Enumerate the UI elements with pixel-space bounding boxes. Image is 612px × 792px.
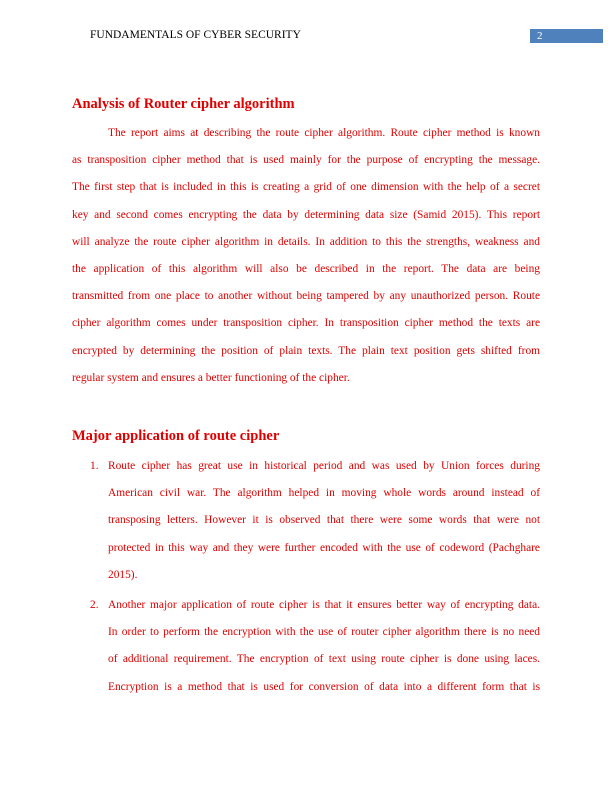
text-line: encrypted by determining the position of plain texts. The plain text position gets shifted from	[72, 344, 540, 357]
text-line: In order to perform the encryption with the use of router cipher algorithm there is no need	[108, 626, 540, 639]
paragraph	[72, 120, 540, 392]
text-line: the application of this algorithm will also be described in the report. The data are being	[72, 262, 540, 275]
text-line: cipher algorithm comes under transposition cipher. In transposition cipher method the texts are	[72, 317, 540, 330]
section-heading: Major application of route cipher	[72, 428, 280, 444]
text-line: The first step that is included in this is creating a grid of one dimension with the help of a secret	[72, 181, 540, 194]
list-item	[90, 453, 540, 589]
text-line: regular system and ensures a better functioning of the cipher.	[72, 371, 350, 384]
text-line: The report aims at describing the route cipher algorithm. Route cipher method is known	[108, 127, 540, 139]
list-item	[90, 592, 540, 701]
text-line: 2015).	[108, 568, 138, 581]
text-line: as transposition cipher method that is used mainly for the purpose of encrypting the message.	[72, 154, 540, 167]
text-line: of additional requirement. The encryption of text using route cipher is done using laces.	[108, 653, 540, 666]
page-number: 2	[530, 29, 603, 43]
running-header: FUNDAMENTALS OF CYBER SECURITY	[90, 29, 301, 41]
text-line: key and second comes encrypting the data by determining data size (Samid 2015). This report	[72, 208, 540, 221]
text-line: transposing letters. However it is observed that there were some words that were not	[108, 514, 540, 527]
text-line: Route cipher has great use in historical period and was used by Union forces during	[108, 460, 540, 472]
text-line: Encryption is a method that is used for conversion of data into a different form that is	[108, 680, 540, 693]
section-heading: Analysis of Router cipher algorithm	[72, 96, 295, 112]
text-line: transmitted from one place to another without being tampered by any unauthorized person. Route	[72, 290, 540, 303]
text-line: Another major application of route cipher is that it ensures better way of encrypting data.	[108, 599, 540, 611]
text-line: protected in this way and they were further encoded with the use of codeword (Pachghare	[108, 541, 540, 554]
list-number: 1.	[90, 460, 99, 472]
text-line: will analyze the route cipher algorithm in details. In addition to this the strengths, weakness and	[72, 235, 540, 248]
text-line: American civil war. The algorithm helped in moving whole words around instead of	[108, 487, 540, 500]
list-number: 2.	[90, 599, 99, 611]
